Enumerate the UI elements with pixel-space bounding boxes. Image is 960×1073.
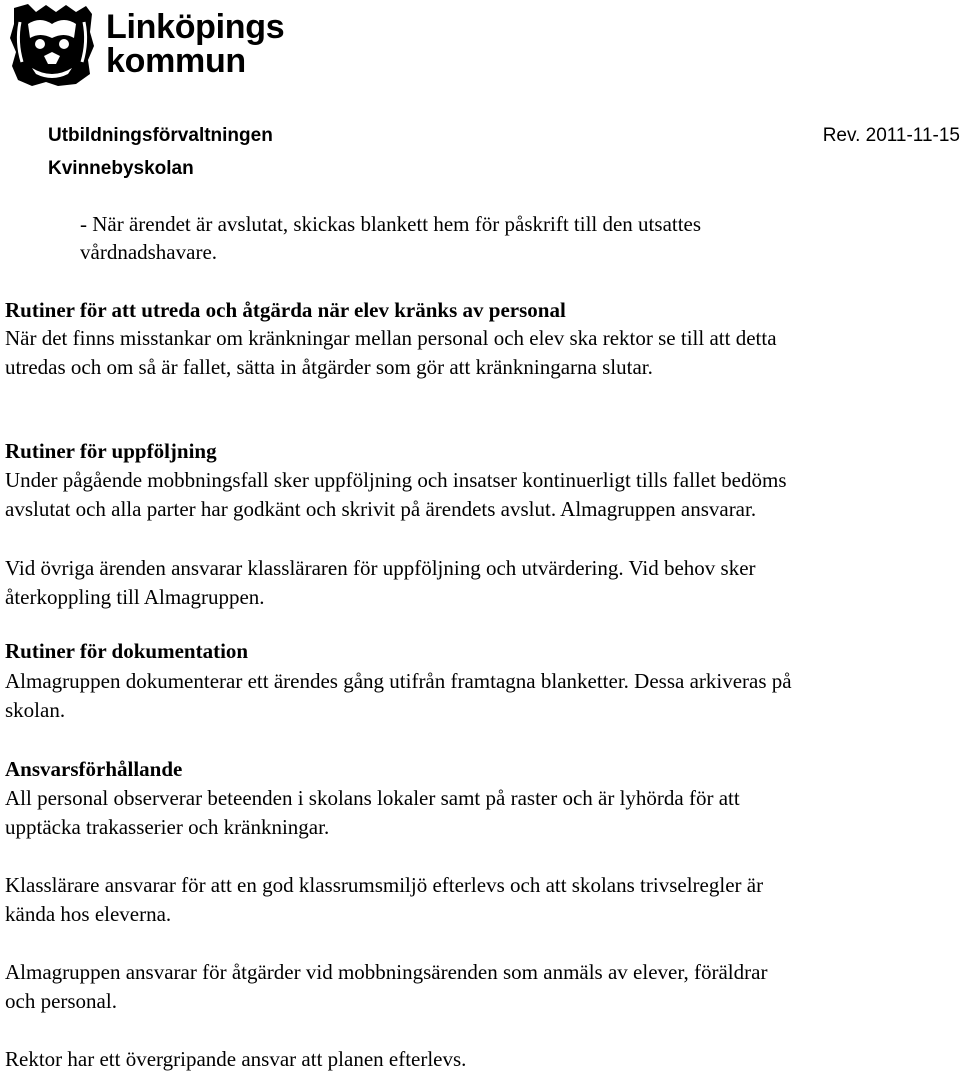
logo-line-2: kommun <box>106 42 246 80</box>
lion-crest-icon <box>6 2 96 88</box>
logo-line-1: Linköpings <box>106 8 285 46</box>
responsibility-p1-line-2: upptäcka trakasserier och kränkningar. <box>5 815 330 839</box>
revision-date: Rev. 2011-11-15 <box>822 125 960 146</box>
personal-line-1: När det finns misstankar om kränkningar mellan personal och elev ska rektor se till att detta <box>5 326 777 350</box>
municipality-logo <box>6 2 306 88</box>
responsibility-p2-line-2: kända hos eleverna. <box>5 902 172 926</box>
responsibility-p4-line-1: Rektor har ett övergripande ansvar att planen efterlevs. <box>5 1047 467 1071</box>
responsibility-p1-line-1: All personal observerar beteenden i skolans lokaler samt på raster och är lyhörda för att <box>5 786 740 810</box>
followup-p2-line-2: återkoppling till Almagruppen. <box>5 585 265 609</box>
heading-personal: Rutiner för att utreda och åtgärda när elev kränks av personal <box>5 298 566 322</box>
responsibility-p3-line-2: och personal. <box>5 989 117 1013</box>
personal-line-2: utredas och om så är fallet, sätta in åtgärder som gör att kränkningarna slutar. <box>5 355 653 379</box>
documentation-line-1: Almagruppen dokumenterar ett ärendes gång utifrån framtagna blanketter. Dessa arkiveras på <box>5 669 792 693</box>
followup-p1-line-1: Under pågående mobbningsfall sker uppföljning och insatser kontinuerligt tills fallet bedöms <box>5 468 787 492</box>
intro-line-2: vårdnadshavare. <box>80 240 218 264</box>
heading-responsibility: Ansvarsförhållande <box>5 757 183 781</box>
followup-p2-line-1: Vid övriga ärenden ansvarar klassläraren för uppföljning och utvärdering. Vid behov sker <box>5 556 756 580</box>
intro-line-1: - När ärendet är avslutat, skickas blankett hem för påskrift till den utsattes <box>80 212 702 236</box>
responsibility-p3-line-1: Almagruppen ansvarar för åtgärder vid mobbningsärenden som anmäls av elever, föräldrar <box>5 960 768 984</box>
heading-documentation: Rutiner för dokumentation <box>5 639 249 663</box>
heading-followup: Rutiner för uppföljning <box>5 439 217 463</box>
responsibility-p2-line-1: Klasslärare ansvarar för att en god klassrumsmiljö efterlevs och att skolans trivselregler är <box>5 873 764 897</box>
documentation-line-2: skolan. <box>5 698 66 722</box>
school-name: Kvinnebyskolan <box>48 158 194 179</box>
department-name: Utbildningsförvaltningen <box>48 125 273 146</box>
followup-p1-line-2: avslutat och alla parter har godkänt och skrivit på ärendets avslut. Almagruppen ansvarar. <box>5 497 757 521</box>
